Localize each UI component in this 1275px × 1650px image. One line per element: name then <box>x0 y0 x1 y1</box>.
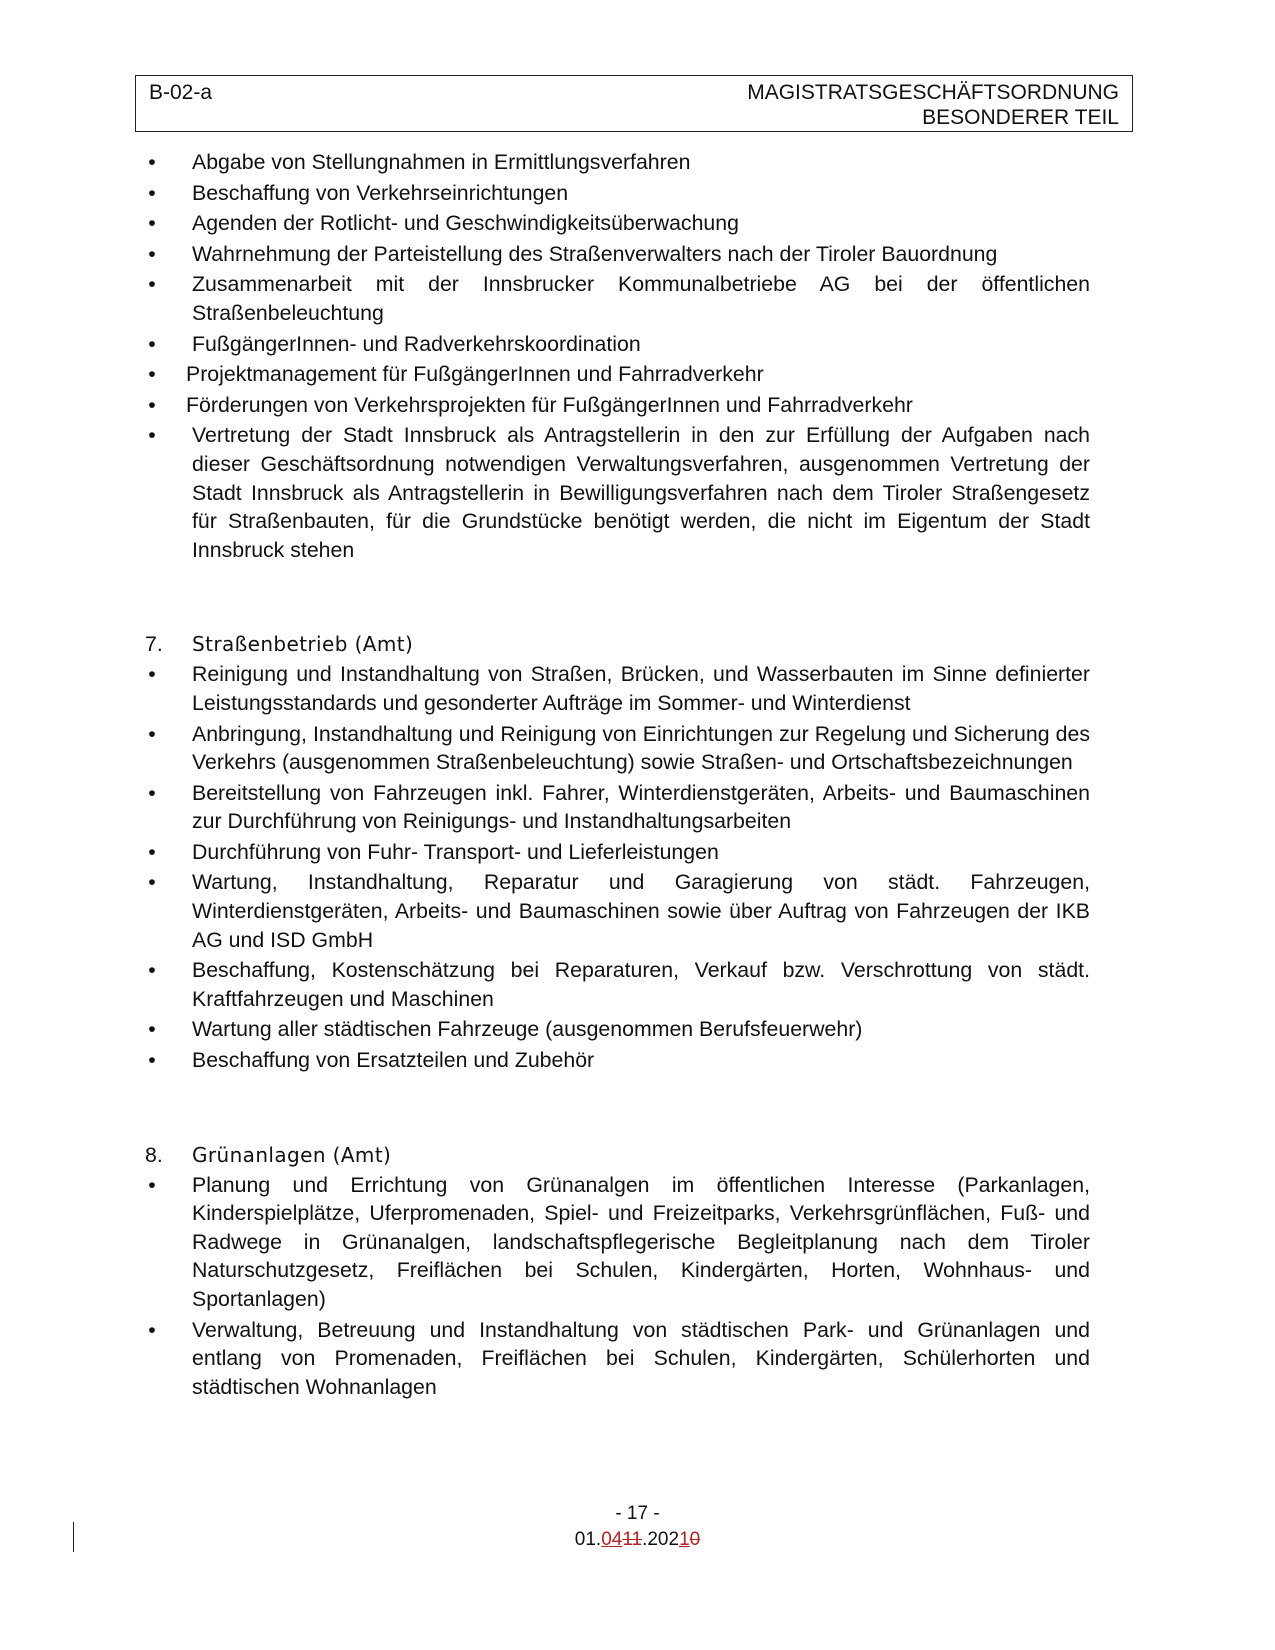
section-number: 7. <box>145 632 163 657</box>
bullet-icon: • <box>148 150 156 174</box>
list-item: • Durchführung von Fuhr- Transport- und Lieferleistungen <box>145 838 1090 867</box>
section-7-heading <box>145 630 1090 660</box>
bullet-icon: • <box>148 780 156 805</box>
bullet-icon: • <box>148 1017 156 1042</box>
bullet-icon: • <box>148 1048 156 1073</box>
bullet-icon: • <box>148 362 156 387</box>
list-item: • Wahrnehmung der Parteistellung des Straßenverwalters nach der Tiroler Bauordnung <box>145 240 1090 269</box>
header-titles <box>747 80 1119 130</box>
section-8-heading <box>145 1141 1090 1171</box>
bullet-icon: • <box>148 721 156 746</box>
page-number: - 17 - <box>615 1503 660 1524</box>
list-item: • Förderungen von Verkehrsprojekten für FußgängerInnen und Fahrradverkehr <box>145 391 1090 420</box>
list-item: • Agenden der Rotlicht- und Geschwindigkeitsüberwachung <box>145 209 1090 238</box>
list-item: • Projektmanagement für FußgängerInnen und Fahrradverkehr <box>145 360 1090 389</box>
date-year-new: 1 <box>679 1529 690 1550</box>
list-item: • Wartung, Instandhaltung, Reparatur und Garagierung von städt. Fahrzeugen, Winterdienstgeräten, Arbeits- und Baumaschinen sowie über Auftrag von Fahrzeugen der IKB AG und ISD GmbH <box>145 868 1090 954</box>
list-item: • Vertretung der Stadt Innsbruck als Antragstellerin in den zur Erfüllung der Aufgaben nach dieser Geschäftsordnung notwendigen Verwaltungsverfahren, ausgenommen Vertretung der Stadt Innsbruck als Antragstellerin in Bewilligungsverfahren nach dem Tiroler Straßengesetz für Straßenbauten, für die Grundstücke benötigt werden, die nicht im Eigentum der Stadt Innsbruck stehen <box>145 421 1090 564</box>
page-header <box>135 75 1133 132</box>
bullet-icon: • <box>148 180 156 205</box>
bullet-icon: • <box>148 958 156 983</box>
bullet-icon: • <box>148 839 156 864</box>
date-year-old: 0 <box>689 1529 701 1550</box>
list-item: • Reinigung und Instandhaltung von Straßen, Brücken, und Wasserbauten im Sinne definierter Leistungsstandards und gesonderter Aufträge im Sommer- und Winterdienst <box>145 660 1090 717</box>
date-month-old: 11 <box>622 1529 643 1550</box>
list-item: • Beschaffung von Verkehrseinrichtungen <box>145 179 1090 208</box>
bullet-icon: • <box>148 423 156 448</box>
list-item: • Bereitstellung von Fahrzeugen inkl. Fahrer, Winterdienstgeräten, Arbeits- und Baumaschinen zur Durchführung von Reinigungs- und Instandhaltungsarbeiten <box>145 779 1090 836</box>
bullet-icon: • <box>148 662 156 687</box>
list-item: • Beschaffung, Kostenschätzung bei Reparaturen, Verkauf bzw. Verschrottung von städt. Kraftfahrzeugen und Maschinen <box>145 956 1090 1013</box>
header-title-line1: MAGISTRATSGESCHÄFTSORDNUNG <box>747 81 1119 104</box>
section-title: Grünanlagen (Amt) <box>192 1142 392 1167</box>
bullet-icon: • <box>148 211 156 236</box>
bullet-icon: • <box>148 1317 156 1342</box>
bullet-icon: • <box>148 1172 156 1197</box>
list-section-8 <box>145 1171 1090 1402</box>
list-item: • Anbringung, Instandhaltung und Reinigung von Einrichtungen zur Regelung und Sicherung des Verkehrs (ausgenommen Straßenbeleuchtung) sowie Straßen- und Ortschaftsbezeichnungen <box>145 720 1090 777</box>
section-number: 8. <box>145 1142 163 1167</box>
list-item: • Zusammenarbeit mit der Innsbrucker Kommunalbetriebe AG bei der öffentlichen Straßenbeleuchtung <box>145 270 1090 327</box>
header-title-line2: BESONDERER TEIL <box>922 106 1119 129</box>
bullet-icon: • <box>148 870 156 895</box>
page-content <box>145 148 1090 1403</box>
list-section-7 <box>145 660 1090 1074</box>
bullet-icon: • <box>148 272 156 297</box>
revision-date: 01.0411.20210 <box>574 1529 701 1550</box>
bullet-icon: • <box>148 331 156 356</box>
list-top <box>145 148 1090 564</box>
section-title: Straßenbetrieb (Amt) <box>192 632 414 657</box>
list-item: • Planung und Errichtung von Grünanalgen im öffentlichen Interesse (Parkanlagen, Kinderspielplätze, Uferpromenaden, Spiel- und Freizeitparks, Verkehrsgrünflächen, Fuß- und Radwege in Grünanalgen, landschaftspflegerische Begleitplanung nach dem Tiroler Naturschutzgesetz, Freiflächen bei Schulen, Kindergärten, Horten, Wohnhaus- und Sportanlagen) <box>145 1171 1090 1314</box>
list-item: • Beschaffung von Ersatzteilen und Zubehör <box>145 1046 1090 1075</box>
list-item: • Abgabe von Stellungnahmen in Ermittlungsverfahren <box>145 148 1090 177</box>
list-item: • Wartung aller städtischen Fahrzeuge (ausgenommen Berufsfeuerwehr) <box>145 1015 1090 1044</box>
change-bar <box>73 1522 74 1552</box>
list-item: • Verwaltung, Betreuung und Instandhaltung von städtischen Park- und Grünanlagen und entlang von Promenaden, Freiflächen bei Schulen, Kindergärten, Schülerhorten und städtischen Wohnanlagen <box>145 1316 1090 1402</box>
bullet-icon: • <box>148 241 156 266</box>
date-month-new: 04 <box>601 1529 623 1550</box>
list-item: • FußgängerInnen- und Radverkehrskoordination <box>145 330 1090 359</box>
document-code: B-02-a <box>149 81 213 104</box>
bullet-icon: • <box>148 392 156 417</box>
